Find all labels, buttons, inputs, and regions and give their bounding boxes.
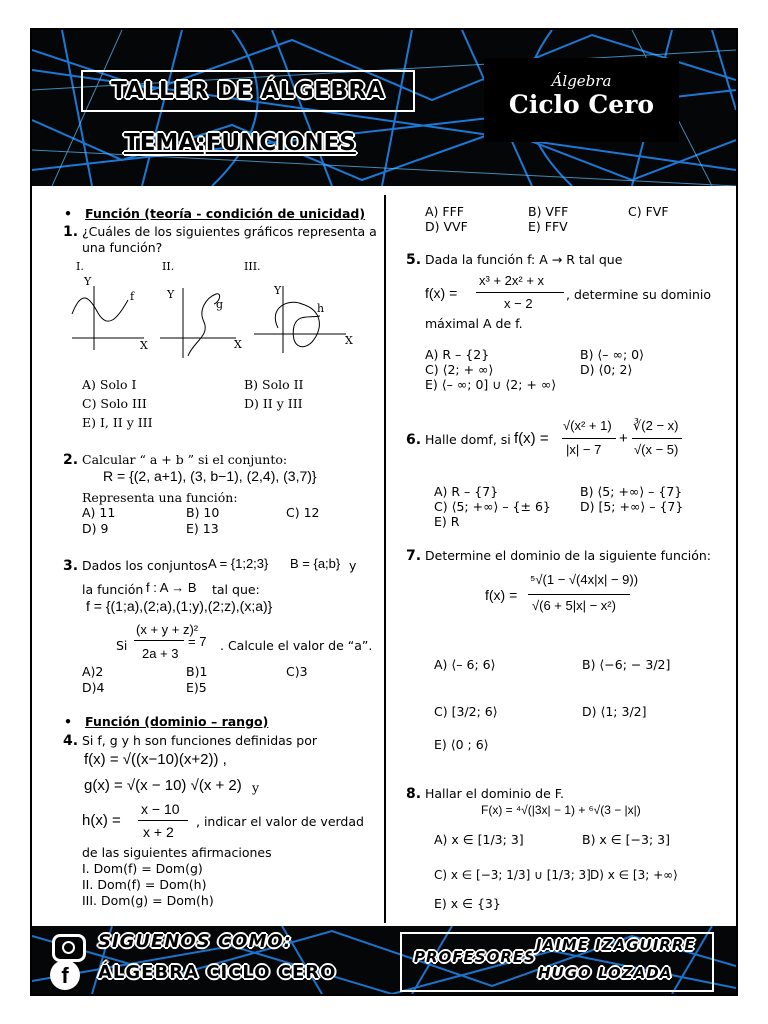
option-e: E) 13 [186, 521, 219, 536]
option-c: C) ⟨2; + ∞⟩ [425, 362, 494, 377]
fraction-denominator: |x| − 7 [566, 442, 602, 457]
function-map: f : A → B [146, 580, 197, 595]
question-text: de las siguientes afirmaciones [82, 845, 272, 860]
question-text: máximal A de f. [425, 316, 523, 331]
option-a: A) x ∈ [1/3; 3] [434, 832, 524, 847]
question-text: Halle domf, si [425, 432, 511, 447]
option-c: C) x ∈ [−3; 1/3] ∪ [1/3; 3] [434, 868, 591, 882]
social-page-name[interactable]: ÁLGEBRA CICLO CERO [98, 962, 337, 983]
function-g: g(x) = √(x − 10) √(x + 2) [84, 777, 242, 794]
fraction-numerator: x³ + 2x² + x [479, 273, 545, 288]
option-d: D) [5; +∞⟩ – {7} [580, 499, 684, 514]
fraction-numerator: (x + y + z)² [136, 622, 199, 637]
logo-name: Ciclo Cero [508, 90, 655, 119]
svg-text:g: g [216, 298, 224, 311]
function-lhs: f(x) = [425, 285, 458, 301]
option-d: D) ⟨0; 2⟩ [580, 362, 633, 377]
option-a: A) 11 [82, 505, 116, 520]
teacher-name: HUGO LOZADA [538, 964, 673, 982]
topic-heading [124, 130, 356, 156]
svg-text:X: X [345, 334, 353, 347]
option-a: A) Solo I [82, 377, 137, 392]
question-number: 5. [406, 252, 422, 268]
fraction-bar [528, 594, 630, 595]
option-e: E) ⟨– ∞; 0] ∪ ⟨2; + ∞⟩ [425, 377, 557, 392]
option-d: D) VVF [425, 219, 468, 234]
option-b: B) VFF [528, 204, 569, 219]
teacher-name: JAIME IZAGUIRRE [536, 936, 696, 954]
svg-text:Y: Y [274, 284, 282, 297]
fraction-bar [138, 820, 188, 821]
svg-text:X: X [234, 338, 242, 351]
option-b: B)1 [186, 664, 208, 679]
option-c: C) Solo III [82, 396, 147, 411]
fraction-numerator: √(x² + 1) [563, 418, 612, 433]
option-e: E) ⟨0 ; 6⟩ [434, 737, 489, 752]
fraction-numerator: ⁵√(1 − √(4x|x| − 9)) [530, 572, 639, 587]
question-text: Dados los conjuntos [82, 558, 208, 573]
option-d: D)4 [82, 680, 105, 695]
fraction-bar [134, 640, 184, 641]
option-a: A) R – {2} [425, 347, 490, 362]
topic-value: FUNCIONES [205, 130, 356, 156]
option-b: B) Solo II [244, 377, 304, 392]
function-lhs: f(x) = [485, 587, 518, 603]
question-text: ¿Cuáles de los siguientes gráficos representa a [82, 224, 377, 239]
conjunction: y [252, 780, 260, 795]
svg-text:X: X [140, 339, 148, 352]
question-text: Si [116, 638, 128, 653]
teachers-label: PROFESORES [414, 948, 536, 966]
follow-label: SIGUENOS COMO: [98, 931, 292, 952]
option-c: C) [3/2; 6⟩ [434, 704, 498, 719]
question-number: 3. [63, 558, 79, 574]
option-c: C)3 [286, 664, 308, 679]
function-graphs [68, 258, 368, 368]
function-expression: F(x) = ⁴√(|3x| − 1) + ⁶√(3 − |x|) [481, 803, 641, 817]
instagram-icon[interactable] [52, 934, 86, 962]
fraction-bar [476, 292, 564, 293]
option-c: C) 12 [286, 505, 320, 520]
option-c: C) FVF [628, 204, 669, 219]
footer-banner [32, 926, 736, 994]
fraction-numerator: x − 10 [141, 801, 180, 817]
question-number: 2. [63, 452, 79, 468]
fraction-denominator: √(x − 5) [634, 442, 679, 457]
question-text: , determine su dominio [566, 287, 712, 302]
question-number: 8. [406, 786, 422, 802]
graph-label-i: I. [76, 260, 84, 273]
fraction-numerator: ∛(2 − x) [633, 418, 679, 433]
set-expression: R = {(2, a+1), (3, b−1), (2,4), (3,7)} [103, 468, 317, 484]
question-number: 1. [63, 224, 79, 240]
function-set: f = {(1;a),(2;a),(1;y),(2;z),(x;a)} [86, 598, 273, 614]
section-heading-domain: • Función (dominio – rango) [64, 714, 269, 729]
question-text: Representa una función: [82, 490, 238, 505]
svg-text:f: f [130, 290, 135, 303]
plus-sign: + [619, 430, 628, 447]
statement-iii: III. Dom(g) = Dom(h) [82, 893, 214, 908]
function-h: h(x) = [82, 812, 121, 829]
logo-subtitle: Álgebra [551, 72, 612, 90]
fraction-bar [562, 438, 616, 439]
topic-label: TEMA: [124, 130, 206, 156]
function-lhs: f(x) = [514, 430, 549, 447]
statement-ii: II. Dom(f) = Dom(h) [82, 877, 207, 892]
brand-logo [484, 58, 679, 142]
graph-label-iii: III. [244, 260, 261, 273]
title-box [81, 70, 415, 112]
option-a: A) R – {7} [434, 484, 499, 499]
option-e: E) FFV [528, 219, 568, 234]
option-d: D) x ∈ [3; +∞⟩ [590, 868, 678, 882]
question-text: Calcular “ a + b ” si el conjunto: [82, 452, 288, 467]
facebook-icon[interactable]: f [50, 960, 80, 990]
option-d: D) ⟨1; 3/2] [582, 704, 647, 719]
question-text: , indicar el valor de verdad [196, 814, 364, 829]
worksheet-title: TALLER DE ÁLGEBRA [111, 78, 385, 104]
question-text: Determine el dominio de la siguiente función: [425, 548, 712, 563]
header-banner [32, 30, 736, 186]
option-a: A) FFF [425, 204, 464, 219]
option-c: C) ⟨5; +∞⟩ – {± 6} [434, 499, 551, 514]
question-number: 7. [406, 548, 422, 564]
set-a: A = {1;2;3} [208, 556, 269, 571]
fraction-denominator: x − 2 [504, 296, 533, 311]
option-b: B) ⟨−6; − 3/2] [582, 657, 671, 672]
svg-text:Y: Y [167, 288, 175, 301]
equation-rhs: = 7 [188, 634, 207, 649]
fraction-denominator: x + 2 [143, 824, 174, 840]
graph-label-ii: II. [162, 260, 175, 273]
column-divider [384, 195, 386, 923]
question-text: Dada la función f: A → R tal que [425, 252, 623, 267]
set-b: B = {a;b} [290, 556, 341, 571]
option-e: E) x ∈ {3} [434, 896, 501, 911]
option-e: E)5 [186, 680, 207, 695]
fraction-bar [632, 438, 682, 439]
question-text: una función? [82, 240, 163, 255]
svg-text:h: h [317, 302, 325, 315]
option-d: D) 9 [82, 521, 109, 536]
option-d: D) II y III [244, 396, 303, 411]
question-text: Hallar el dominio de F. [425, 786, 564, 801]
statement-i: I. Dom(f) = Dom(g) [82, 861, 203, 876]
question-number: 6. [406, 432, 422, 448]
function-f: f(x) = √((x−10)(x+2)) , [84, 751, 227, 768]
question-text: la función [82, 582, 144, 597]
question-text: Si f, g y h son funciones definidas por [82, 733, 317, 748]
conjunction: y [349, 558, 357, 573]
svg-text:Y: Y [84, 275, 92, 288]
question-text: tal que: [212, 582, 260, 597]
question-number: 4. [63, 733, 79, 749]
fraction-denominator: √(6 + 5|x| − x²) [532, 598, 616, 613]
option-b: B) ⟨5; +∞⟩ – {7} [580, 484, 683, 499]
question-text: . Calcule el valor de “a”. [220, 638, 373, 653]
option-b: B) ⟨– ∞; 0⟩ [580, 347, 644, 362]
option-e: E) R [434, 514, 460, 529]
option-e: E) I, II y III [82, 415, 153, 430]
fraction-denominator: 2a + 3 [142, 646, 179, 661]
option-a: A) ⟨– 6; 6⟩ [434, 657, 496, 672]
option-b: B) x ∈ [−3; 3] [582, 832, 670, 847]
section-heading-theory: • Función (teoría - condición de unicidad) [64, 206, 366, 221]
option-b: B) 10 [186, 505, 220, 520]
option-a: A)2 [82, 664, 104, 679]
